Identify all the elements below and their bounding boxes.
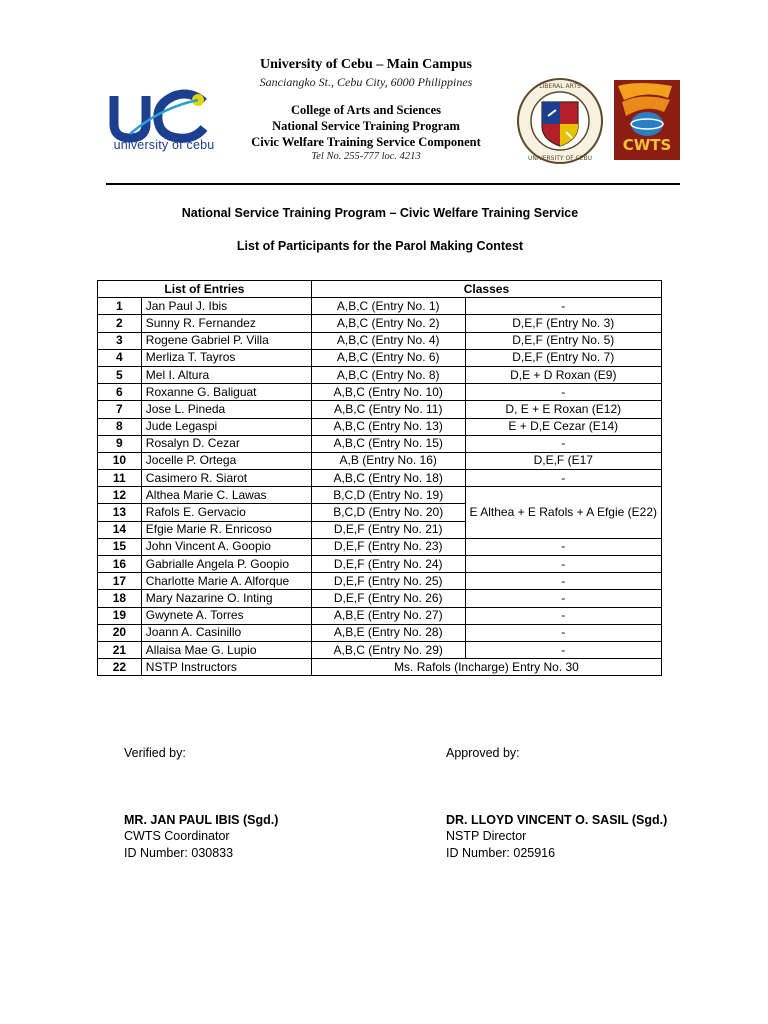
approved-label: Approved by: <box>446 746 520 760</box>
document-title: National Service Training Program – Civic Welfare Training Service <box>181 206 579 220</box>
participant-name: Jose L. Pineda <box>141 401 311 418</box>
row-number: 8 <box>98 418 142 435</box>
class-entry-primary: A,B,C (Entry No. 2) <box>311 315 465 332</box>
class-entry-primary: A,B,C (Entry No. 29) <box>311 641 465 658</box>
participant-name: Mary Nazarine O. Inting <box>141 590 311 607</box>
participant-name: Jocelle P. Ortega <box>141 452 311 469</box>
col-header-entries: List of Entries <box>98 281 312 298</box>
table-body <box>98 298 662 676</box>
participant-name: Jude Legaspi <box>141 418 311 435</box>
class-entry-secondary: D,E,F (Entry No. 3) <box>465 315 661 332</box>
class-entry-primary: D,E,F (Entry No. 21) <box>311 521 465 538</box>
verified-by-block <box>124 745 278 861</box>
table-row <box>98 349 662 366</box>
row-number: 13 <box>98 504 142 521</box>
class-entry-secondary: - <box>465 538 661 555</box>
svg-text:· LIBERAL ARTS ·: · LIBERAL ARTS · <box>535 83 585 90</box>
class-entry-primary: D,E,F (Entry No. 26) <box>311 590 465 607</box>
class-entry-primary: A,B,C (Entry No. 8) <box>311 366 465 383</box>
table-row <box>98 538 662 555</box>
participant-name: Rosalyn D. Cezar <box>141 435 311 452</box>
class-entry-secondary: D, E + E Roxan (E12) <box>465 401 661 418</box>
participant-name: Merliza T. Tayros <box>141 349 311 366</box>
liberal-arts-seal-icon <box>512 76 608 166</box>
participant-name: Roxanne G. Baliguat <box>141 384 311 401</box>
header-divider <box>106 183 680 185</box>
participant-name: John Vincent A. Goopio <box>141 538 311 555</box>
class-entry-primary: B,C,D (Entry No. 19) <box>311 487 465 504</box>
row-number: 18 <box>98 590 142 607</box>
cwts-logo-icon <box>612 78 682 162</box>
class-entry-primary: A,B,C (Entry No. 1) <box>311 298 465 315</box>
participant-name: NSTP Instructors <box>141 659 311 676</box>
row-number: 19 <box>98 607 142 624</box>
table-row <box>98 470 662 487</box>
row-number: 17 <box>98 573 142 590</box>
class-entry-secondary: - <box>465 470 661 487</box>
college-name: College of Arts and Sciences <box>291 103 441 117</box>
class-entry-primary: D,E,F (Entry No. 25) <box>311 573 465 590</box>
row-number: 21 <box>98 641 142 658</box>
row-number: 14 <box>98 521 142 538</box>
table-row <box>98 641 662 658</box>
class-entry-primary: B,C,D (Entry No. 20) <box>311 504 465 521</box>
class-entry-secondary: - <box>465 590 661 607</box>
row-number: 20 <box>98 624 142 641</box>
col-header-classes: Classes <box>311 281 661 298</box>
participant-name: Efgie Marie R. Enricoso <box>141 521 311 538</box>
verified-id: ID Number: 030833 <box>124 845 234 860</box>
approved-by-block <box>446 745 667 861</box>
participant-name: Allaisa Mae G. Lupio <box>141 641 311 658</box>
table-row <box>98 590 662 607</box>
row-number: 22 <box>98 659 142 676</box>
participant-name: Sunny R. Fernandez <box>141 315 311 332</box>
row-number: 6 <box>98 384 142 401</box>
university-address: Sanciangko St., Cebu City, 6000 Philippines <box>259 75 473 89</box>
participant-name: Jan Paul J. Ibis <box>141 298 311 315</box>
class-entry-primary: A,B,C (Entry No. 13) <box>311 418 465 435</box>
participant-name: Althea Marie C. Lawas <box>141 487 311 504</box>
row-number: 10 <box>98 452 142 469</box>
class-entry-primary: A,B,E (Entry No. 28) <box>311 624 465 641</box>
class-entry-primary: A,B,C (Entry No. 11) <box>311 401 465 418</box>
document-subtitle: List of Participants for the Parol Making Contest <box>236 239 524 253</box>
row-number: 1 <box>98 298 142 315</box>
participant-name: Rafols E. Gervacio <box>141 504 311 521</box>
approved-title: NSTP Director <box>446 829 527 843</box>
table-row <box>98 659 662 676</box>
class-entry-primary: A,B,E (Entry No. 27) <box>311 607 465 624</box>
participant-name: Casimero R. Siarot <box>141 470 311 487</box>
uc-logo-caption: university of cebu <box>113 138 215 152</box>
class-entry-secondary: - <box>465 624 661 641</box>
class-entry-primary: A,B,C (Entry No. 6) <box>311 349 465 366</box>
table-row <box>98 452 662 469</box>
table-row <box>98 556 662 573</box>
row-number: 12 <box>98 487 142 504</box>
table-row <box>98 573 662 590</box>
table-row <box>98 366 662 383</box>
class-entry-secondary: D,E,F (Entry No. 7) <box>465 349 661 366</box>
participant-name: Gabrialle Angela P. Goopio <box>141 556 311 573</box>
table-row <box>98 332 662 349</box>
row-number: 5 <box>98 366 142 383</box>
class-entry-primary: A,B (Entry No. 16) <box>311 452 465 469</box>
verified-title: CWTS Coordinator <box>124 829 230 843</box>
table-row <box>98 435 662 452</box>
class-entry-secondary: - <box>465 607 661 624</box>
class-entry-primary: A,B,C (Entry No. 15) <box>311 435 465 452</box>
table-row <box>98 401 662 418</box>
component-name: Civic Welfare Training Service Component <box>251 135 481 149</box>
svg-text:UNIVERSITY OF CEBU: UNIVERSITY OF CEBU <box>527 155 593 162</box>
class-entry-secondary: - <box>465 435 661 452</box>
class-entry-secondary: - <box>465 556 661 573</box>
class-entry-secondary: E + D,E Cezar (E14) <box>465 418 661 435</box>
participant-name: Mel I. Altura <box>141 366 311 383</box>
row-number: 2 <box>98 315 142 332</box>
table-row <box>98 418 662 435</box>
row-number: 7 <box>98 401 142 418</box>
class-entry-secondary: - <box>465 298 661 315</box>
class-entry-secondary: - <box>465 573 661 590</box>
participants-table <box>97 280 662 676</box>
svg-text:CWTS: CWTS <box>622 136 672 154</box>
table-row <box>98 624 662 641</box>
participant-name: Joann A. Casinillo <box>141 624 311 641</box>
table-row <box>98 607 662 624</box>
row-number: 3 <box>98 332 142 349</box>
class-entry-primary: D,E,F (Entry No. 24) <box>311 556 465 573</box>
class-entry-secondary: D,E + D Roxan (E9) <box>465 366 661 383</box>
table-row <box>98 384 662 401</box>
university-name: University of Cebu – Main Campus <box>260 57 472 72</box>
table-row <box>98 315 662 332</box>
approved-id: ID Number: 025916 <box>446 845 556 860</box>
verified-label: Verified by: <box>124 746 186 760</box>
participant-name: Charlotte Marie A. Alforque <box>141 573 311 590</box>
class-entry-primary: A,B,C (Entry No. 10) <box>311 384 465 401</box>
class-entry-secondary: - <box>465 641 661 658</box>
header-text-block <box>230 56 502 164</box>
table-row <box>98 487 662 504</box>
approved-name: DR. LLOYD VINCENT O. SASIL (Sgd.) <box>446 812 668 827</box>
row-number: 11 <box>98 470 142 487</box>
class-entry-secondary: D,E,F (Entry No. 5) <box>465 332 661 349</box>
instructor-entry: Ms. Rafols (Incharge) Entry No. 30 <box>311 659 661 676</box>
table-row <box>98 298 662 315</box>
telephone-number: Tel No. 255-777 loc. 4213 <box>311 151 421 162</box>
class-entry-primary: D,E,F (Entry No. 23) <box>311 538 465 555</box>
class-entry-secondary: D,E,F (E17 <box>465 452 661 469</box>
row-number: 9 <box>98 435 142 452</box>
document-header <box>0 0 768 190</box>
table-header-row <box>98 281 662 298</box>
participant-name: Rogene Gabriel P. Villa <box>141 332 311 349</box>
class-entry-secondary: - <box>465 384 661 401</box>
row-number: 16 <box>98 556 142 573</box>
class-entry-primary: A,B,C (Entry No. 18) <box>311 470 465 487</box>
verified-name: MR. JAN PAUL IBIS (Sgd.) <box>124 812 279 827</box>
class-entry-primary: A,B,C (Entry No. 4) <box>311 332 465 349</box>
row-number: 4 <box>98 349 142 366</box>
participant-name: Gwynete A. Torres <box>141 607 311 624</box>
row-number: 15 <box>98 538 142 555</box>
class-entry-merged: E Althea + E Rafols + A Efgie (E22) <box>465 487 661 539</box>
program-name: National Service Training Program <box>272 119 460 133</box>
